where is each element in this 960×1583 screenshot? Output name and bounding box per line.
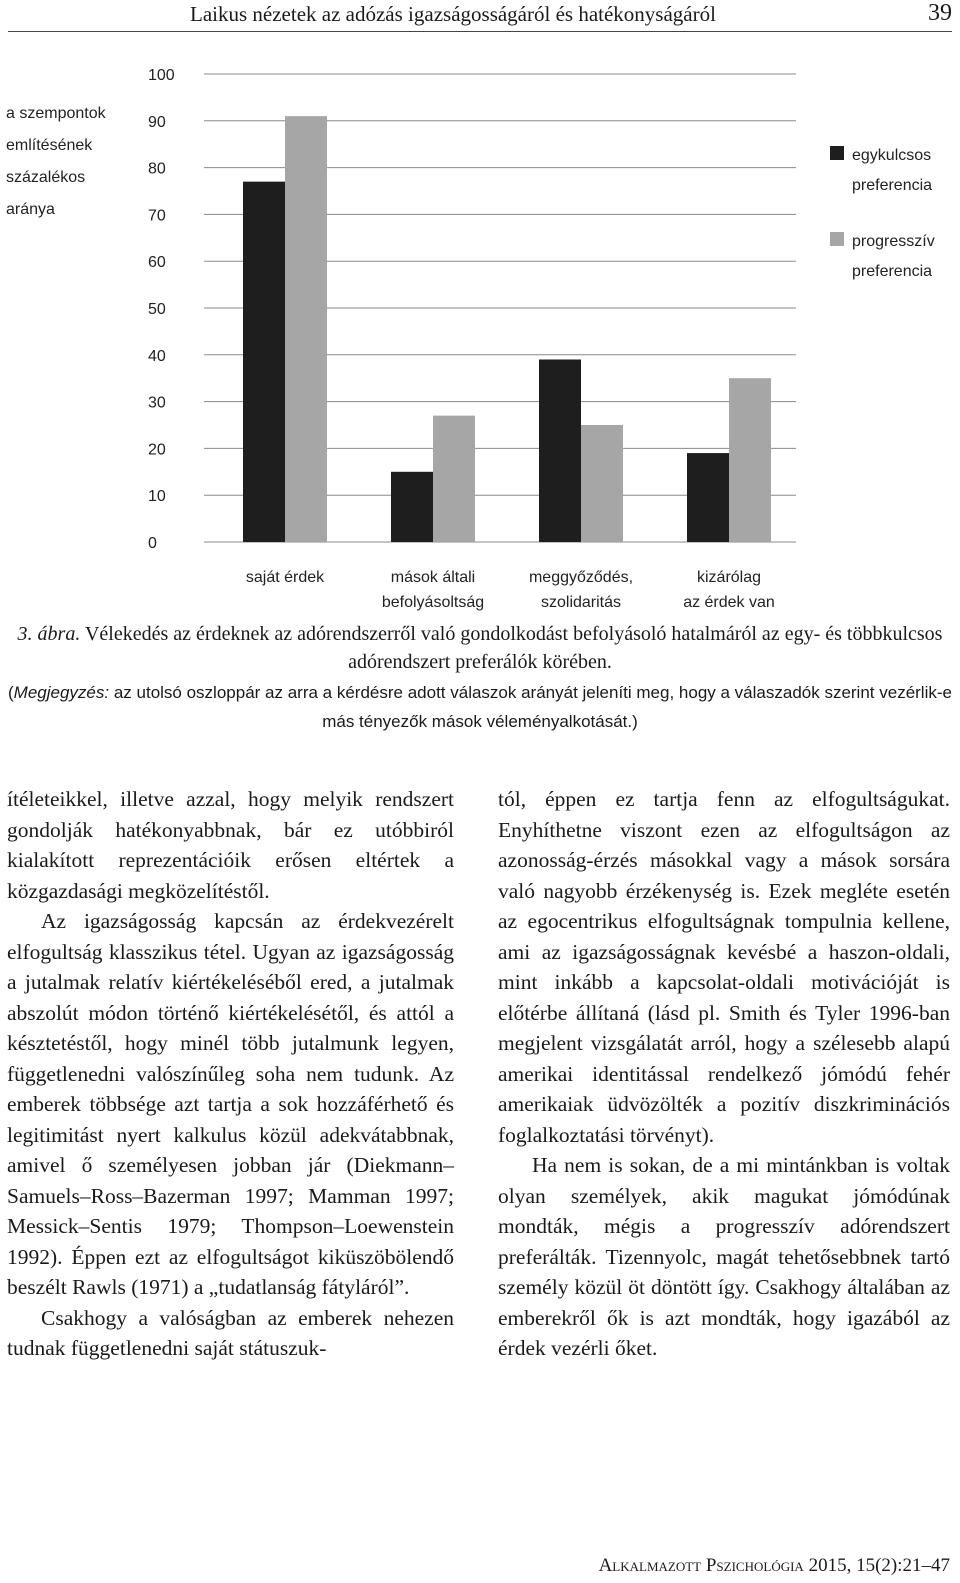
chart-y-axis-label — [6, 105, 107, 218]
x-tick-label: mások általi — [390, 569, 476, 586]
bar — [391, 472, 433, 542]
bar — [581, 425, 623, 542]
y-axis-label-line: a szempontok — [6, 105, 106, 122]
chart-legend — [830, 146, 935, 280]
legend-label: preferencia — [852, 177, 933, 194]
y-tick-label: 70 — [148, 207, 166, 225]
x-tick-label: kizárólag — [696, 569, 762, 586]
figure-note-paren: ( — [8, 683, 14, 702]
bar — [243, 182, 285, 542]
y-tick-label: 40 — [148, 347, 166, 365]
paragraph: tól, éppen ez tartja fenn az elfogultságukat. Enyhíthetne viszont ezen az elfogultságon az azonosság-érzés másokkal vagy a mások sorsára való nagyobb érzékenység is. Ezek megléte esetén az egocentrikus elfogultságnak tompulnia kellene, ami az igazságosságnak kevésbé a haszon-oldali, mint inkább a kapcsolat-oldali motivációját is előtérbe állítaná (lásd pl. Smith és Tyler 1996-ban megjelent vizsgálatát arról, hogy a szélesebb alapú amerikai identitással rendelkező jómódú fehér amerikaiak üdvözölték a pozitív diszkriminációs foglalkoztatási törvényt). — [498, 787, 950, 1147]
paragraph: Csakhogy a valóságban az emberek nehezen tudnak függetlenedni saját státuszuk- — [7, 1305, 454, 1360]
running-head-title: Laikus nézetek az adózás igazságosságáról és hatékonyságáról — [190, 2, 716, 26]
bar-chart — [0, 40, 960, 620]
figure-note-text: az utolsó oszloppár az arra a kérdésre adott válaszok arányát jeleníti meg, hogy a válaszadók szerint vezérlik-e más tényezők mások véleményalkotását.) — [109, 683, 952, 731]
body-column-right — [498, 784, 950, 1364]
y-axis-label-line: százalékos — [6, 169, 86, 186]
chart-y-ticks — [148, 67, 175, 552]
paragraph: Az igazságosság kapcsán az érdekvezérelt elfogultság klasszikus tétel. Ugyan az igazságosság a jutalmak relatív kiértékeléséből ered, a jutalmak abszolút módon történő kiértékelésétől, és attól a késztetéstől, hogy minél több jutalmunk legyen, függetlenedni valószínűleg soha nem tudunk. Az emberek többsége azt tartja a sok hozzáférhető és legitimitást nyert kalkulus közül adekvátabbnak, amivel ő személyesen jobban jár (Diekmann–Samuels–Ross–Bazerman 1997; Mamman 1997; Messick–Sentis 1979; Thompson–Loewenstein 1992). Éppen ezt az elfogultságot kiküszöbölendő beszélt Rawls (1971) a „tudatlanság fátyláról”. — [7, 909, 454, 1299]
x-tick-label: befolyásoltság — [381, 594, 485, 611]
y-tick-label: 20 — [148, 441, 166, 459]
figure-caption-number: 3. ábra. — [17, 623, 81, 645]
y-axis-label-line: aránya — [6, 201, 55, 218]
chart-bars — [243, 116, 771, 542]
header-rule — [8, 31, 952, 32]
figure-note-label: Megjegyzés: — [13, 683, 110, 702]
y-axis-label-line: említésének — [6, 137, 93, 154]
legend-label: egykulcsos — [852, 147, 932, 164]
x-tick-label: meggyőződés, — [528, 569, 634, 586]
chart-x-labels — [246, 569, 775, 611]
bar — [285, 116, 327, 542]
x-tick-label: az érdek van — [683, 594, 775, 611]
page-number: 39 — [928, 0, 952, 26]
y-tick-label: 80 — [148, 160, 166, 178]
figure-caption-text: Vélekedés az érdeknek az adórendszerről való gondolkodást befolyásoló hatalmáról az egy- és többkulcsos adórendszert preferálók körében. — [80, 623, 943, 673]
bar — [433, 416, 475, 542]
figure-note — [0, 678, 960, 736]
running-head — [0, 0, 960, 32]
bar — [687, 453, 729, 542]
paragraph: Ha nem is sokan, de a mi mintánkban is voltak olyan személyek, akik magukat jómódúnak mondták, mégis a progresszív adórendszert preferálták. Tizennyolc, magát tehetősebbnek tartó személy közül öt döntött így. Csakhogy általában az emberekről ők is azt mondták, hogy igazából az érdek vezérli őket. — [498, 1153, 950, 1360]
paragraph: ítéleteikkel, illetve azzal, hogy melyik rendszert gondolják hatékonyabbnak, bár ez utóbbiról kialakított reprezentációik erősen eltértek a közgazdasági megközelítéstől. — [7, 787, 454, 903]
y-tick-label: 100 — [148, 67, 175, 84]
legend-label: preferencia — [852, 263, 933, 280]
legend-label: progresszív — [852, 233, 935, 250]
legend-swatch — [830, 146, 844, 160]
journal-footer: Alkalmazott Pszichológia 2015, 15(2):21–47 — [598, 1555, 950, 1576]
x-tick-label: szolidaritás — [540, 594, 622, 611]
body-column-left — [7, 784, 454, 1364]
y-tick-label: 50 — [148, 301, 166, 318]
y-tick-label: 60 — [148, 254, 166, 272]
y-tick-label: 10 — [148, 488, 166, 506]
bar — [539, 359, 581, 542]
x-tick-label: saját érdek — [245, 569, 325, 586]
y-tick-label: 0 — [148, 535, 157, 552]
figure-caption — [0, 620, 960, 676]
y-tick-label: 90 — [148, 113, 166, 131]
legend-swatch — [830, 232, 844, 246]
bar — [729, 378, 771, 542]
y-tick-label: 30 — [148, 394, 166, 412]
